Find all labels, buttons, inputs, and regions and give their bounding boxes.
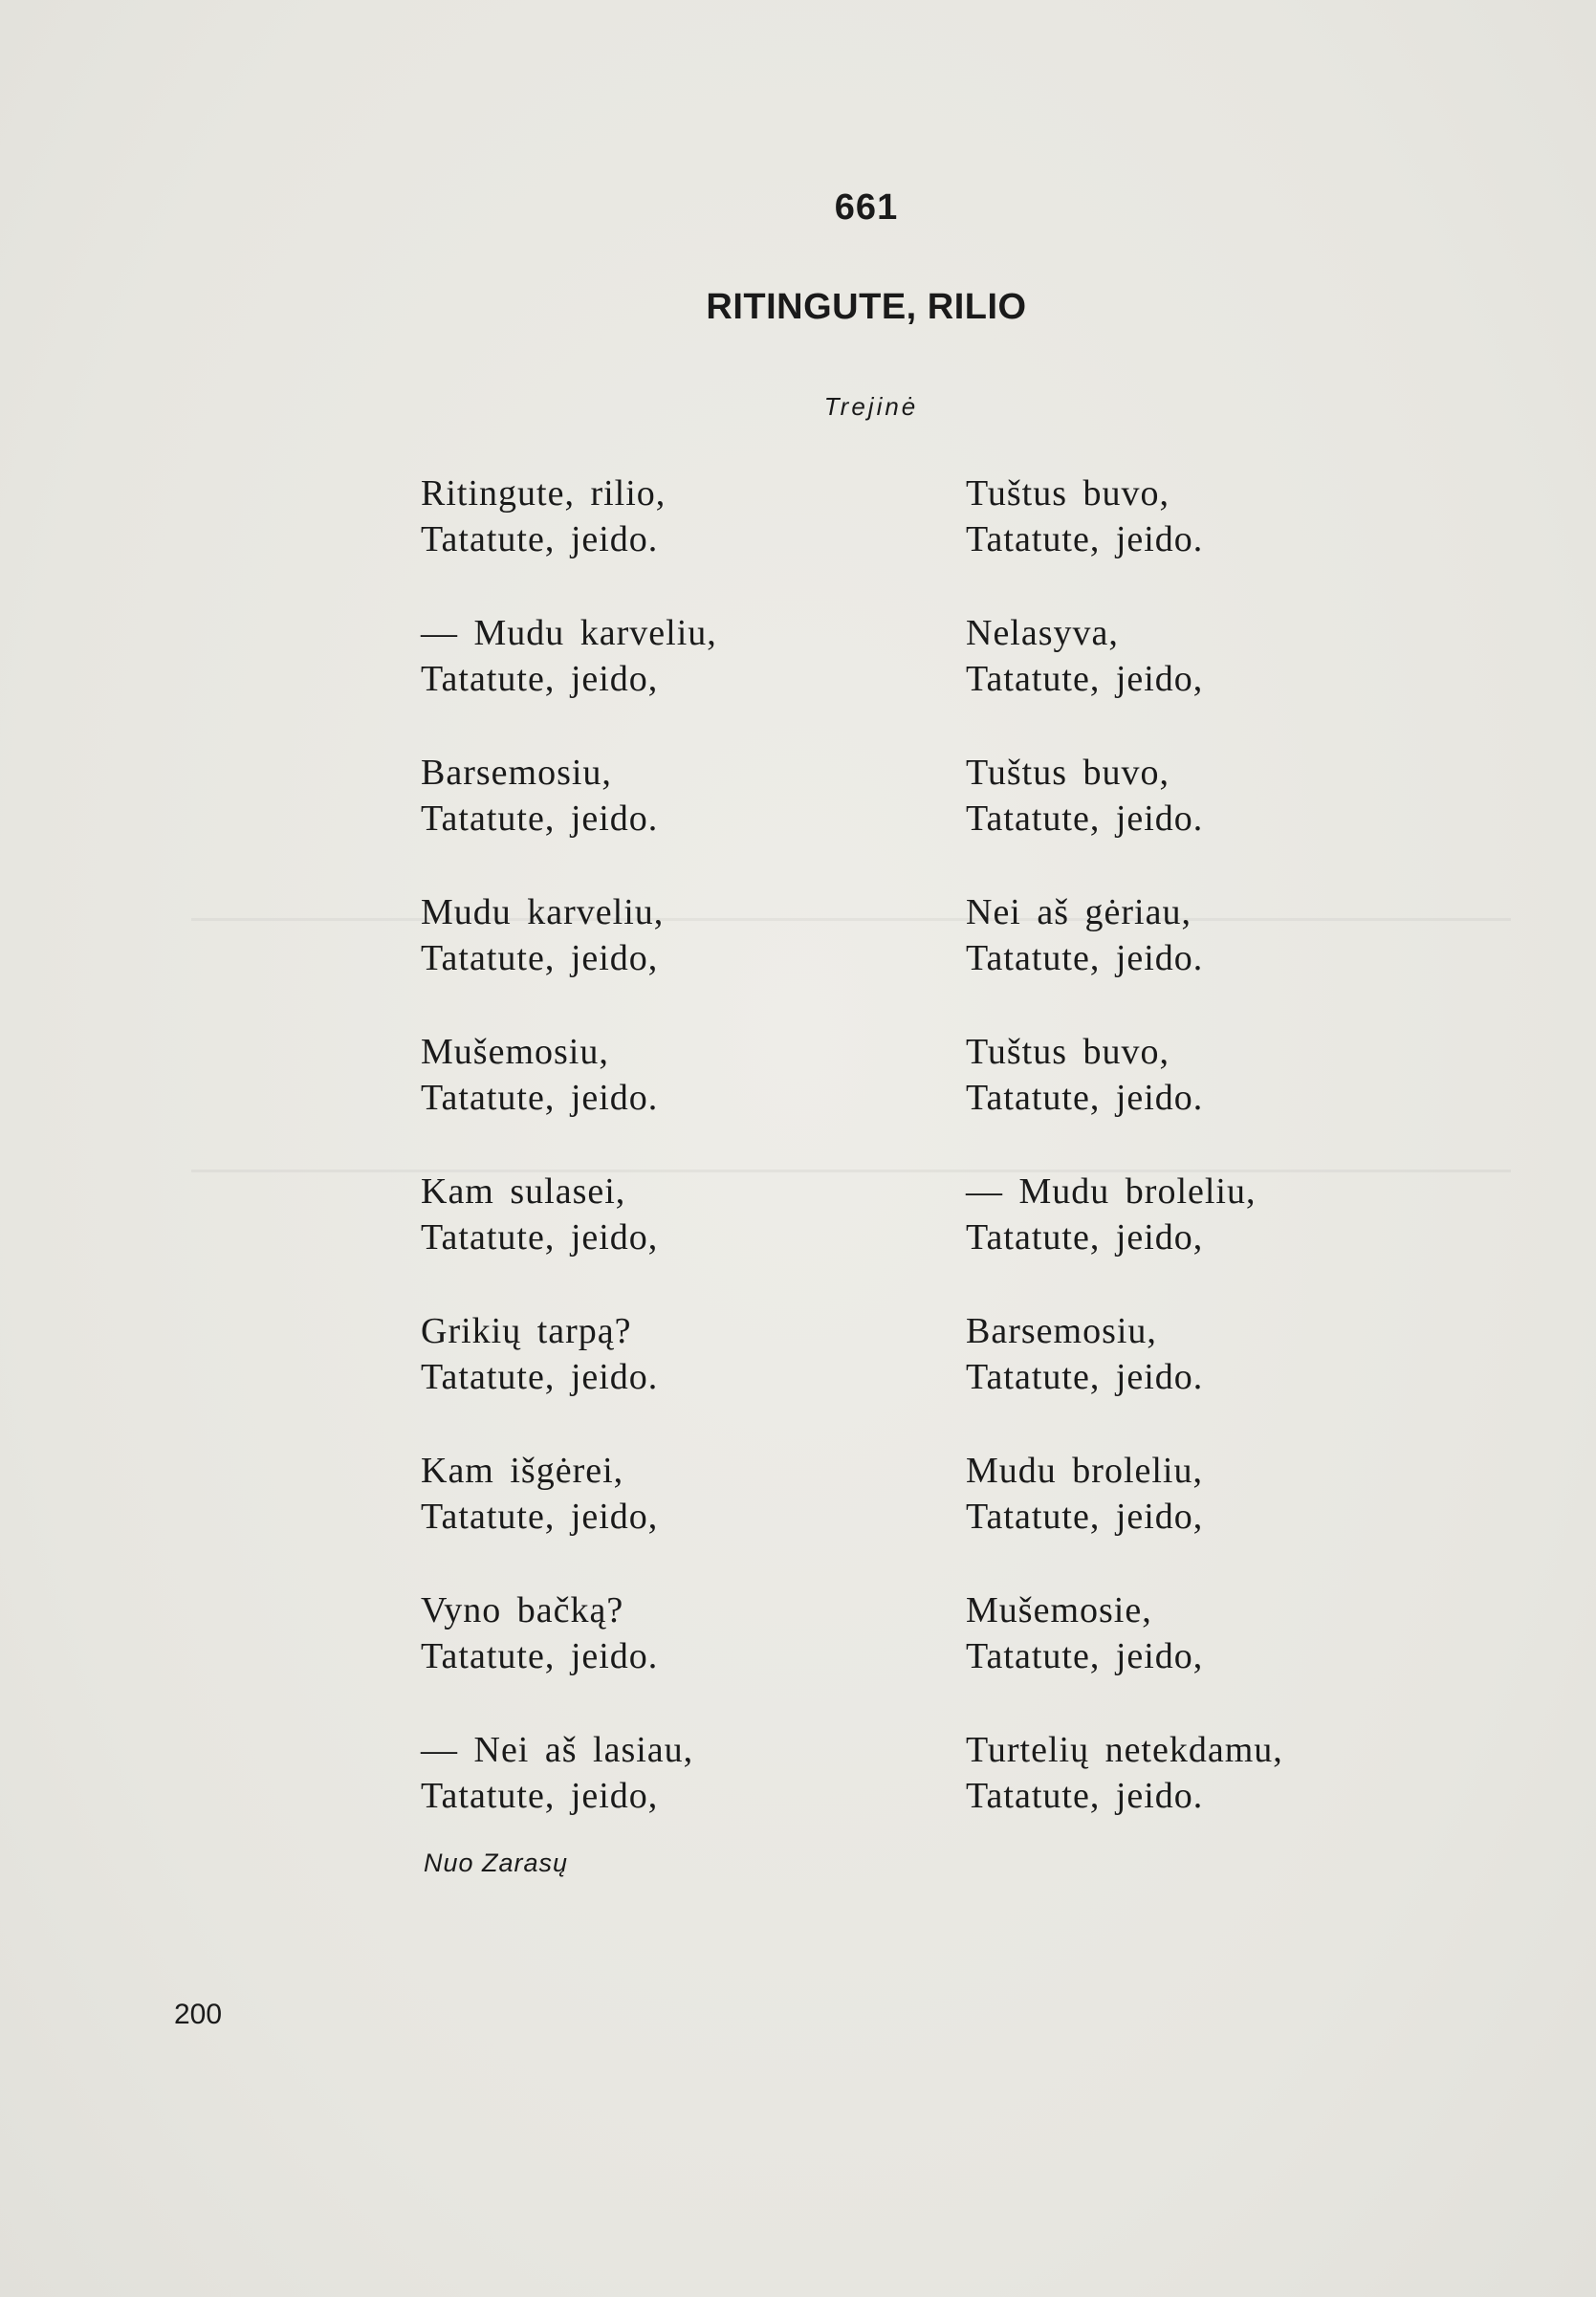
verse-line: Tuštus buvo, [966,753,1170,793]
verse-line: Grikių tarpą? [421,1311,632,1351]
stanza [421,610,717,750]
verse-line: Mušemosiu, [421,1032,609,1072]
right-column [966,470,1283,1867]
stanza [966,1727,1283,1867]
verse-line: Nei aš gėriau, [966,892,1192,932]
stanza [421,889,717,1029]
song-title: RITINGUTE, RILIO [706,287,1027,327]
verse-line: — Mudu karveliu, [421,613,717,653]
verse-line: Vyno bačką? [421,1590,624,1630]
verse-line: Tatatute, jeido. [421,1357,659,1397]
song-number: 661 [834,187,899,228]
verse-line: Tatatute, jeido. [966,1357,1204,1397]
verse-line: Tatatute, jeido. [421,798,659,839]
verse-line: Tuštus buvo, [966,473,1170,514]
verse-line: Tuštus buvo, [966,1032,1170,1072]
verse-line: Kam sulasei, [421,1171,626,1212]
stanza [966,750,1283,889]
verse-line: Turtelių netekdamu, [966,1730,1283,1770]
verse-line: Mudu broleliu, [966,1451,1203,1491]
verse-line: Tatatute, jeido, [421,1217,659,1258]
verse-line: Tatatute, jeido, [966,659,1204,699]
stanza [421,1029,717,1169]
stanza [966,1169,1283,1308]
verse-line: Mudu karveliu, [421,892,665,932]
stanza [966,1587,1283,1727]
verse-line: Tatatute, jeido. [966,1078,1204,1118]
stanza [421,1727,717,1867]
stanza [421,1169,717,1308]
song-subtitle: Trejinė [823,392,919,421]
verse-line: Tatatute, jeido, [421,1776,659,1816]
left-column [421,470,717,1867]
stanza [421,470,717,610]
stanza [421,1587,717,1727]
verse-line: Tatatute, jeido. [421,519,659,559]
page-number: 200 [174,1999,223,2030]
verse-line: Tatatute, jeido, [421,659,659,699]
verse-line: Tatatute, jeido, [421,1497,659,1537]
verse-line: — Nei aš lasiau, [421,1730,694,1770]
stanza [421,1448,717,1587]
verse-line: Tatatute, jeido. [966,1776,1204,1816]
verse-line: Tatatute, jeido. [966,798,1204,839]
verse-line: Barsemosiu, [421,753,612,793]
stanza [421,750,717,889]
stanza [966,610,1283,750]
stanza [966,1029,1283,1169]
verse-line: Kam išgėrei, [421,1451,624,1491]
stanza [966,470,1283,610]
verse-line: Mušemosie, [966,1590,1152,1630]
verse-line: Tatatute, jeido. [421,1078,659,1118]
verse-line: Tatatute, jeido. [966,519,1204,559]
bleed-through-staff [191,918,1511,1172]
stanza [966,1308,1283,1448]
stanza [966,889,1283,1029]
verse-line: Tatatute, jeido, [966,1636,1204,1676]
verse-line: Barsemosiu, [966,1311,1157,1351]
verse-line: — Mudu broleliu, [966,1171,1257,1212]
verse-line: Tatatute, jeido. [966,938,1204,978]
verse-line: Tatatute, jeido, [421,938,659,978]
verse-line: Tatatute, jeido, [966,1497,1204,1537]
stanza [421,1308,717,1448]
verse-line: Tatatute, jeido, [966,1217,1204,1258]
verse-line: Tatatute, jeido. [421,1636,659,1676]
verse-line: Nelasyva, [966,613,1119,653]
stanza [966,1448,1283,1587]
source-note: Nuo Zarasų [424,1849,569,1877]
verse-line: Ritingute, rilio, [421,473,667,514]
